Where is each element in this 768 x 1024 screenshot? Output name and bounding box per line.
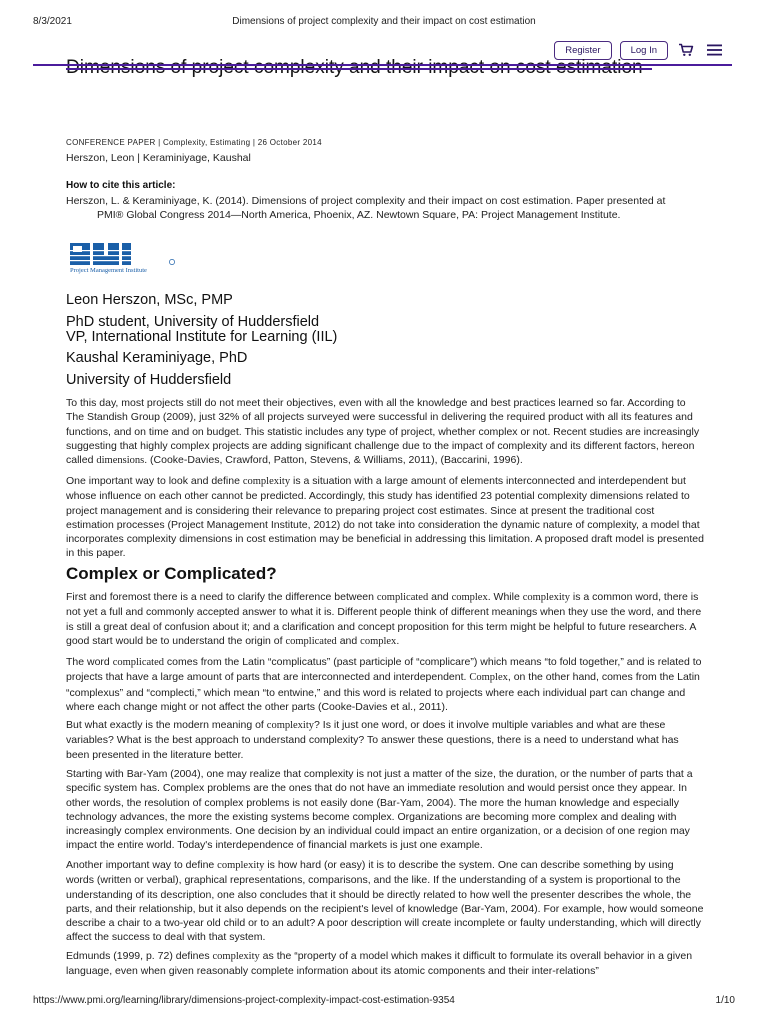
author-1-role-1: PhD student, University of Huddersfield bbox=[66, 314, 320, 330]
author-1-name: Leon Herszon, MSc, PMP bbox=[66, 292, 233, 308]
author-2-name: Kaushal Keraminiyage, PhD bbox=[66, 350, 248, 366]
article-authors: Herszon, Leon | Keraminiyage, Kaushal bbox=[66, 152, 251, 164]
paragraph-6: Starting with Bar-Yam (2004), one may realize that complexity is not just a matter of the size, the duration, or the number of parts that a specific system has. Complex problems are the ones that do not have an immediate resolution and would persist once they appear. In other words, the resolution of complex problems is not easily done (Bar-Yam, 2004). The more the human knowledge and especially technology advances, the more the existing systems become complex. Organizations are becoming more complex and dealing with increasingly complex environments. One decision by an individual could impact an entire organization, or a decision of one region may impact the entire world. Today's interdependence of financial markets is just one example. bbox=[66, 768, 693, 852]
paragraph-5: But what exactly is the modern meaning of complexity? Is it just one word, or does it involve multiple variables and what are these variables? What is the best approach to understand complexity? To answer these questions, there is a need to understand what has been presented in the literature better. bbox=[66, 719, 679, 761]
paragraph-8: Edmunds (1999, p. 72) defines complexity as the “property of a model which makes it difficult to formulate its overall behavior in a given language, even when given reasonably complete information about its atomic components and their inter-relations” bbox=[66, 950, 693, 978]
paragraph-1: To this day, most projects still do not meet their objectives, even with all the knowledge and best practices learned so far. According to The Standish Group (2009), just 32% of all projects surveyed were successful in delivering the required product with all its features and functions, and on time and on budget. This statistic includes any type of project, whether complex or not. Recent studies are increasingly suggesting that highly complex projects are adding significant challenge due to the impact of complexity and its different factors, hereon called dimensions. (Cooke-Davies, Crawford, Patton, Stevens, & Williams, 2011), (Baccarini, 1996). bbox=[66, 397, 700, 467]
login-button[interactable]: Log In bbox=[620, 41, 668, 60]
print-date: 8/3/2021 bbox=[33, 16, 72, 27]
header-divider bbox=[33, 64, 732, 66]
section-heading: Complex or Complicated? bbox=[66, 564, 277, 583]
print-url: https://www.pmi.org/learning/library/dimensions-project-complexity-impact-cost-estimation-9354 bbox=[33, 995, 455, 1006]
paragraph-3: First and foremost there is a need to clarify the difference between complicated and complex. While complexity is a common word, there is not yet a full and commonly accepted answer to what it is. Different people think of different meanings when they use the word, and there is still a great deal of confusion about it; and a clarification and concept proposition for this term might be helpful to future researchers. A good start would be to understand the origin of complicated and complex. bbox=[66, 591, 702, 647]
author-1-role-2: VP, International Institute for Learning (IIL) bbox=[66, 329, 338, 345]
article-meta: CONFERENCE PAPER | Complexity, Estimating | 26 October 2014 bbox=[66, 138, 322, 147]
page-number: 1/10 bbox=[715, 995, 735, 1006]
print-header bbox=[0, 16, 768, 30]
author-2-affiliation: University of Huddersfield bbox=[66, 372, 232, 388]
register-button[interactable]: Register bbox=[554, 41, 611, 60]
paragraph-4: The word complicated comes from the Latin “complicatus” (past participle of “complicare”) which means “to fold together,” and is related to projects that have a large amount of parts that are interconnected and interdependent. Complex, on the other hand, comes from the Latin “complexus” and “complecti,” which mean “to entwine,” and this word is related to projects where each individual part can change and where each change might or not affect the other parts (Cooke-Davies et al., 2011). bbox=[66, 656, 702, 713]
logo-caption: Project Management Institute bbox=[70, 267, 147, 274]
print-document-title: Dimensions of project complexity and their impact on cost estimation bbox=[232, 16, 536, 27]
pmi-logo bbox=[68, 242, 176, 278]
paragraph-2: One important way to look and define complexity is a situation with a large amount of elements interconnected and interdependent but whose influence on each other cannot be predicted. Accordingly, this study has identified 23 potential complexity dimensions related to project management and is considering their relevance to preparing project cost estimates. Since at present the traditional cost estimation processes (Project Management Institute, 2012) do not take into consideration the dynamic nature of complexity, a model that incorporates complexity dimensions in cost estimation may be beneficial in addressing this limitation. A proposed draft model is presented in this paper. bbox=[66, 475, 704, 560]
citation bbox=[66, 194, 706, 222]
hamburger-menu-icon[interactable] bbox=[704, 40, 724, 60]
citation-line-2: PMI® Global Congress 2014—North America, Phoenix, AZ. Newtown Square, PA: Project Management Institute. bbox=[97, 209, 621, 221]
citation-line-1: Herszon, L. & Keraminiyage, K. (2014). Dimensions of project complexity and their impact on cost estimation. Paper presented at bbox=[66, 195, 666, 207]
paragraph-7: Another important way to define complexity is how hard (or easy) it is to describe the system. One can describe something by using words (written or verbal), graphical representations, comparisons, and the like. If the understanding of a system is proportional to the understanding of its description, one also concludes that it should be directly related to how well the presenter describes the whole, the parts, and their relationship, but it also depends on the recipient's level of knowledge (Bar-Yam, 2004). For example, how would someone describe a chair to a two-year old child or to an adult? A poor description will create incomplete or faulty understanding, which will directly affect the success to deal with that system. bbox=[66, 859, 704, 944]
title-overlay-rule bbox=[66, 68, 652, 70]
cite-heading: How to cite this article: bbox=[66, 180, 176, 191]
